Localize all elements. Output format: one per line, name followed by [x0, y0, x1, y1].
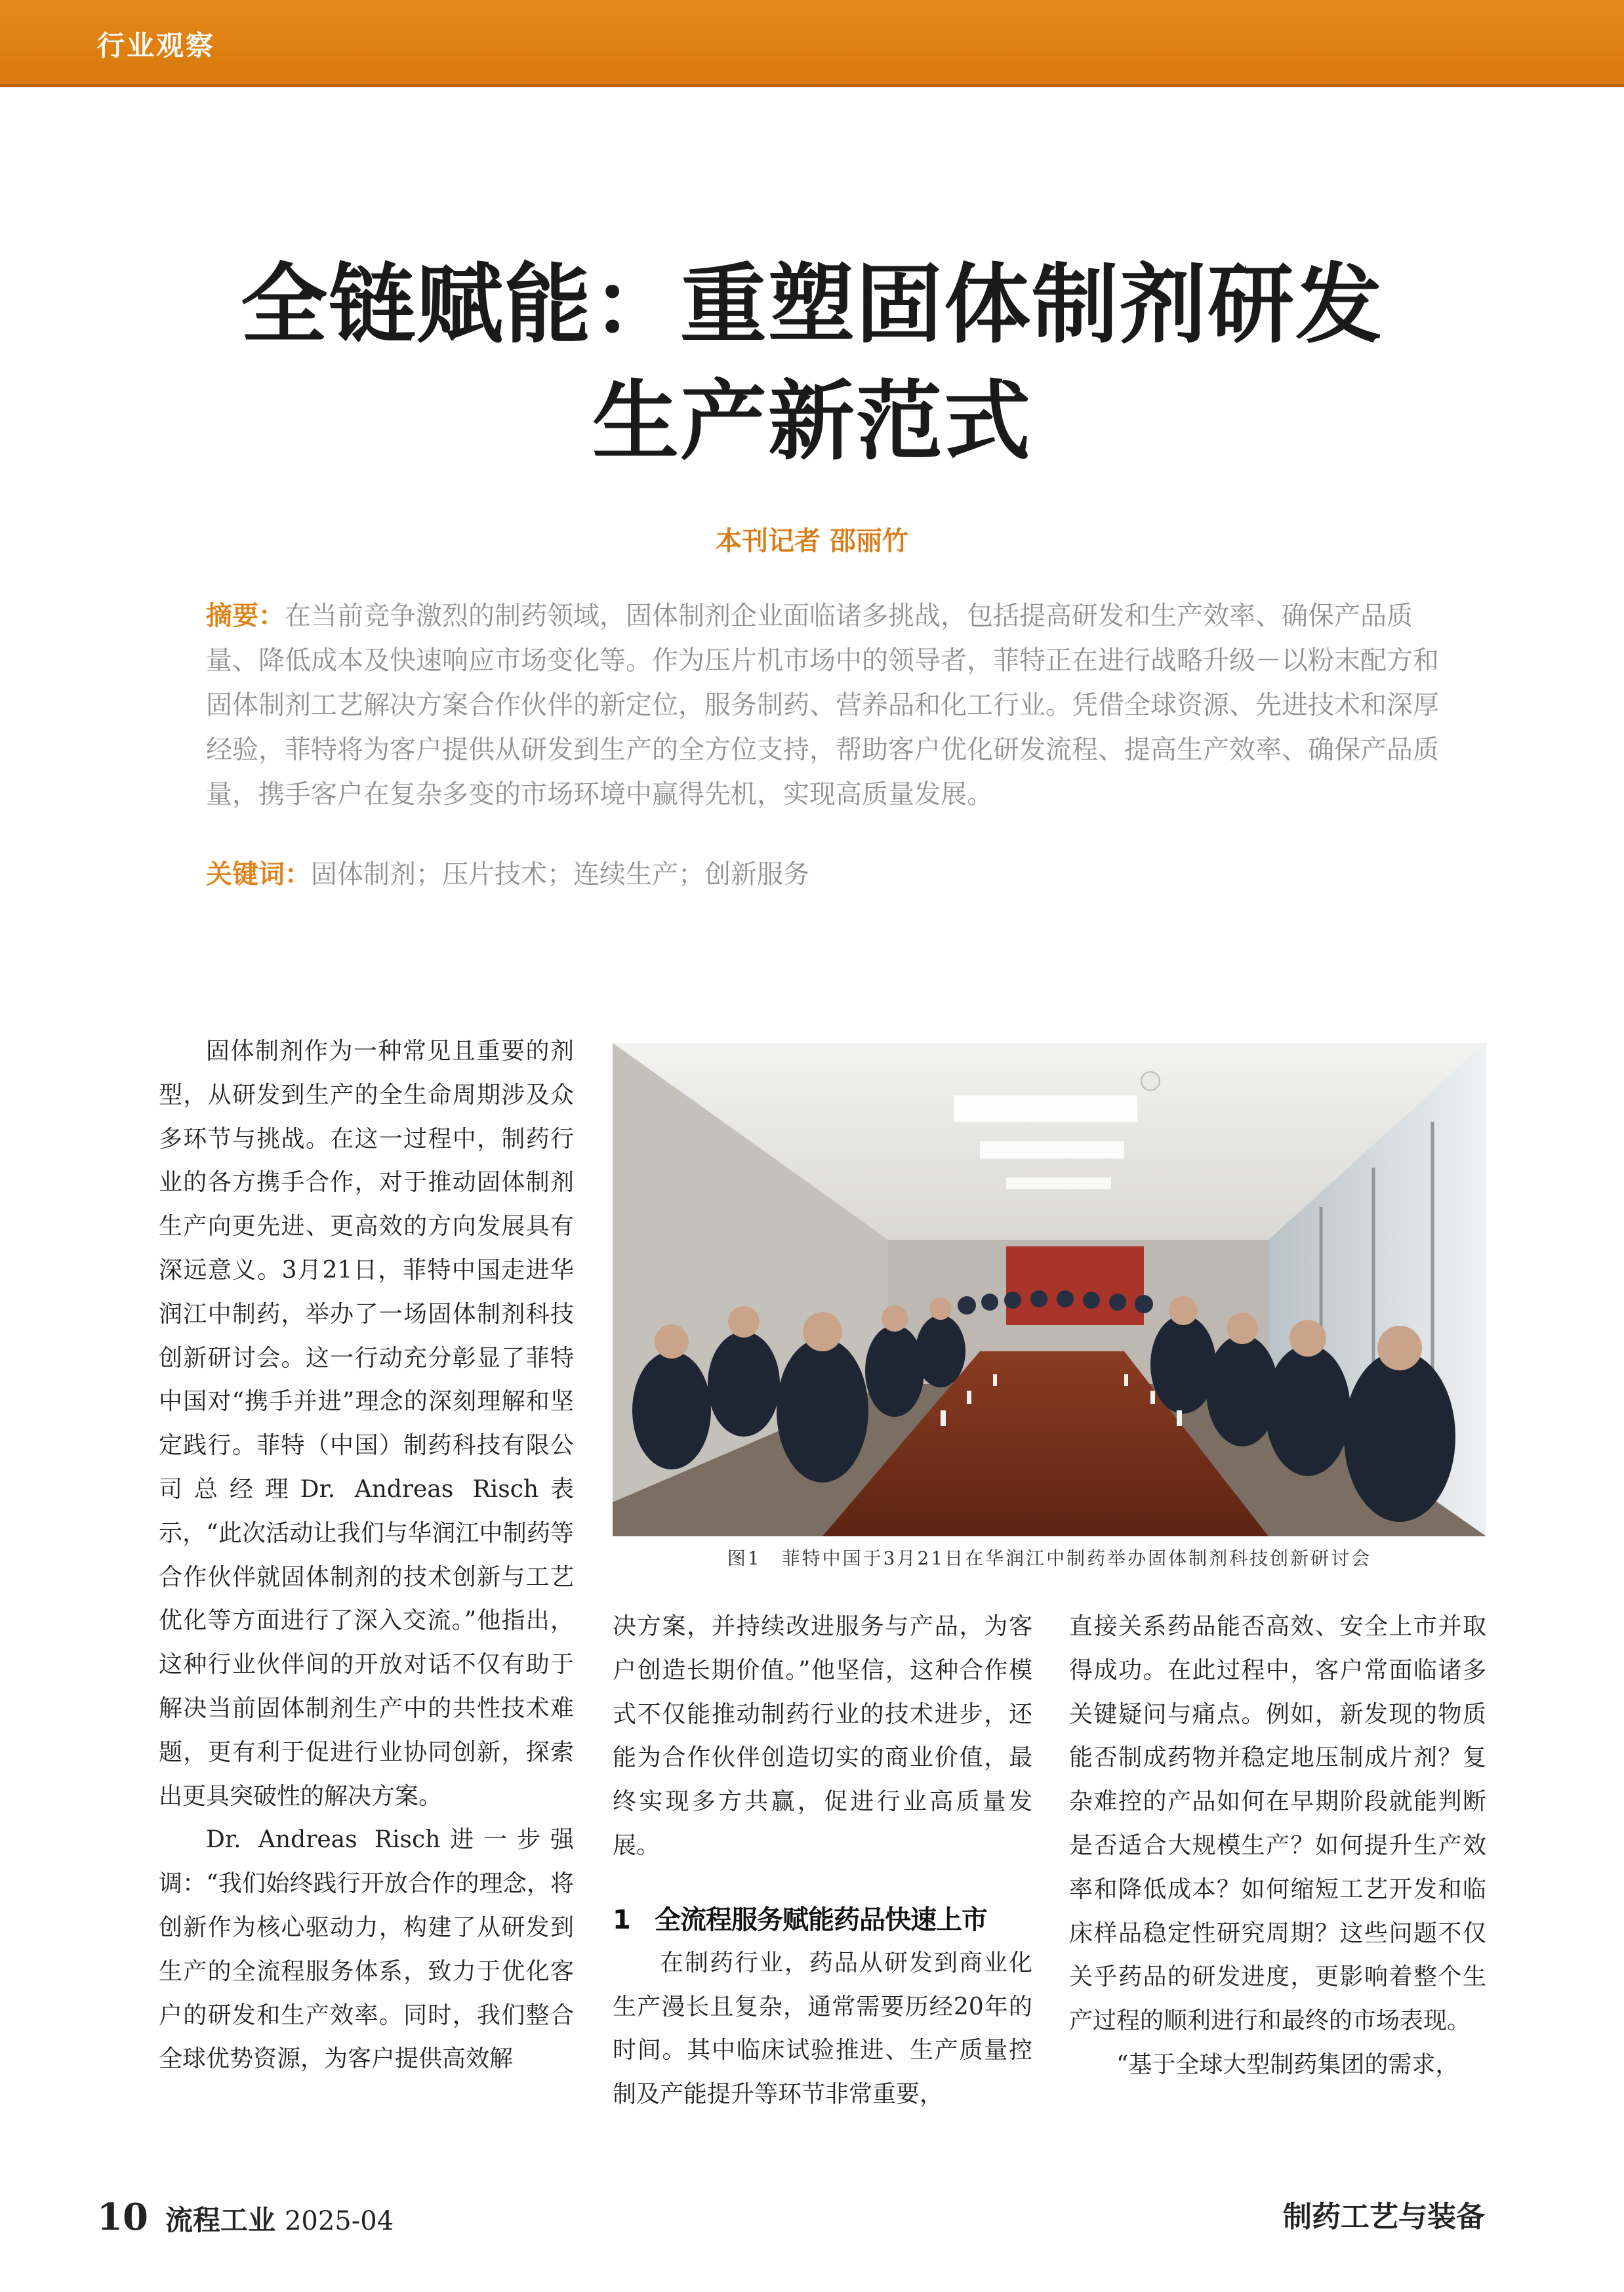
body-paragraph: 决方案，并持续改进服务与产品，为客户创造长期价值。”他坚信，这种合作模式不仅能推动制药行业的技术进步，还能为合作伙伴创造切实的商业价值，最终实现多方共赢，促进行业高质量发展。: [613, 1613, 1032, 1859]
footer-left: [97, 2194, 394, 2249]
meeting-room-photo: [613, 1043, 1486, 1536]
abstract-text: 在当前竞争激烈的制药领域，固体制剂企业面临诸多挑战，包括提高研发和生产效率、确保产品质量、降低成本及快速响应市场变化等。作为压片机市场中的领导者，菲特正在进行战略升级－以粉末配方和固体制剂工艺解决方案合作伙伴的新定位，服务制药、营养品和化工行业。凭借全球资源、先进技术和深厚经验，菲特将为客户提供从研发到生产的全方位支持，帮助客户优化研发流程、提高生产效率、确保产品质量，携手客户在复杂多变的市场环境中赢得先机，实现高质量发展。: [206, 601, 1439, 809]
body-paragraph: Dr. Andreas Risch进一步强调：“我们始终践行开放合作的理念，将创新作为核心驱动力，构建了从研发到生产的全流程服务体系，致力于优化客户的研发和生产效率。同时，我们整合全球优势资源，为客户提供高效解: [159, 1826, 574, 2073]
journal-name: 流程工业: [165, 2204, 275, 2236]
figure-caption: 图1 菲特中国于3月21日在华润江中制药举办固体制剂科技创新研讨会: [727, 1547, 1372, 1569]
header-band: [0, 0, 1624, 87]
keywords: [206, 855, 1439, 894]
body-paragraph: “基于全球大型制药集团的需求，: [1116, 2051, 1459, 2078]
body-column-middle: [613, 1605, 1032, 2117]
article-title-line-2: 生产新范式: [592, 371, 1032, 472]
section-heading: [613, 1898, 1032, 1942]
section-number: 1: [613, 1904, 630, 1935]
article-title-line-1: 全链赋能：重塑固体制剂研发: [241, 255, 1383, 356]
body-paragraph: 在制药行业，药品从研发到商业化生产漫长且复杂，通常需要历经20年的时间。其中临床试验推进、生产质量控制及产能提升等环节非常重要，: [613, 1949, 1032, 2108]
body-paragraph: 固体制剂作为一种常见且重要的剂型，从研发到生产的全生命周期涉及众多环节与挑战。在这一过程中，制药行业的各方携手合作，对于推动固体制剂生产向更先进、更高效的方向发展具有深远意义。3月21日，菲特中国走进华润江中制药，举办了一场固体制剂科技创新研讨会。这一行动充分彰显了菲特中国对“携手并进”理念的深刻理解和坚定践行。菲特（中国）制药科技有限公司总经理Dr. Andreas Risch表示，“此次活动让我们与华润江中制药等合作伙伴就固体制剂的技术创新与工艺优化等方面进行了深入交流。”他指出，这种行业伙伴间的开放对话不仅有助于解决当前固体制剂生产中的共性技术难题，更有利于促进行业协同创新，探索出更具突破性的解决方案。: [159, 1038, 574, 1810]
keywords-text: 固体制剂；压片技术；连续生产；创新服务: [311, 859, 809, 890]
issue-number: 2025-04: [284, 2206, 394, 2236]
body-paragraph: 直接关系药品能否高效、安全上市并取得成功。在此过程中，客户常面临诸多关键疑问与痛点。例如，新发现的物质能否制成药物并稳定地压制成片剂？复杂难控的产品如何在早期阶段就能判断是否适合大规模生产？如何提升生产效率和降低成本？如何缩短工艺开发和临床样品稳定性研究周期？这些问题不仅关乎药品的研发进度，更影响着整个生产过程的顺利进行和最终的市场表现。: [1069, 1613, 1486, 2035]
page-number: 10: [97, 2196, 148, 2239]
section-title: 全流程服务赋能药品快速上市: [655, 1904, 987, 1935]
figure-photo: [613, 1043, 1486, 1536]
keywords-label: 关键词：: [206, 859, 311, 890]
body-column-right: [1069, 1605, 1486, 2087]
byline: 本刊记者 邵丽竹: [716, 526, 908, 556]
abstract: [206, 594, 1439, 817]
body-column-left: [159, 1030, 574, 2081]
section-label: 行业观察: [97, 30, 216, 62]
footer-column-name: 制药工艺与装备: [1283, 2200, 1485, 2234]
abstract-label: 摘要：: [206, 601, 285, 631]
